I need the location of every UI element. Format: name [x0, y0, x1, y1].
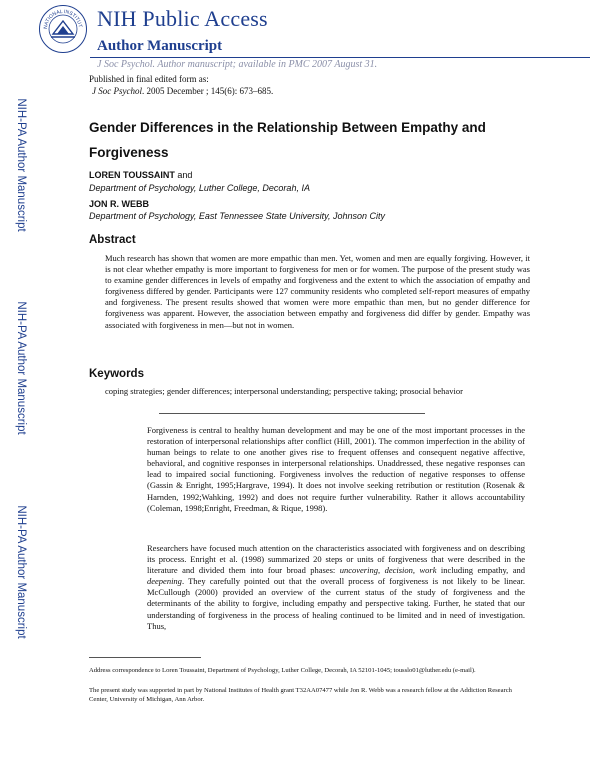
abstract-text: Much research has shown that women are more empathic than men. Yet, women and men are equally forgiving. However, it is not clear whether empathy is more important to forgiveness for men or for women. The purpose of the present study was to examine gender differences in levels of empathy and forgiveness and the extent to which the association of empathy and forgiveness differed by gender. Participants were 127 community residents who completed self-report measures of empathy and forgiveness. The present results showed that women were more empathic than men, but no gender difference for forgiveness was apparent. However, the association between empathy and forgiveness did differ by gender. Empathy was associated with forgiveness in men—but not in women. — [105, 253, 530, 330]
keywords-heading: Keywords — [89, 368, 144, 380]
footnote-correspondence: Address correspondence to Loren Toussaint, Department of Psychology, Luther College, Decorah, IA 52101-1045; tousslo01@luther.edu (e-mail). — [89, 667, 476, 674]
header-divider — [90, 57, 590, 58]
sidebar-label: NIH-PA Author Manuscript — [15, 301, 27, 435]
author-2-name: JON R. WEBB — [89, 199, 150, 209]
svg-text:NATIONAL INSTITUTES OF HEALTH: NATIONAL INSTITUT — [42, 8, 83, 30]
nih-public-access-title: NIH Public Access — [97, 6, 268, 31]
body-text: including empathy, and — [436, 565, 526, 576]
phase-deepening: deepening — [147, 576, 182, 587]
author-and: and — [174, 170, 193, 180]
author-manuscript-label: Author Manuscript — [97, 38, 223, 54]
keywords-text: coping strategies; gender differences; interpersonal understanding; perspective taking; prosocial behavior — [105, 386, 463, 396]
sidebar-label: NIH-PA Author Manuscript — [15, 505, 27, 639]
body-paragraph-2 — [147, 543, 525, 632]
author-1 — [89, 170, 192, 180]
sidebar-label: NIH-PA Author Manuscript — [15, 98, 27, 232]
article-title: Gender Differences in the Relationship Between Empathy and Forgiveness — [89, 120, 486, 160]
affiliation-2: Department of Psychology, East Tennessee State University, Johnson City — [89, 211, 385, 221]
sidebar-watermark-3 — [10, 487, 32, 657]
availability-citation: J Soc Psychol. Author manuscript; available in PMC 2007 August 31. — [97, 59, 378, 70]
phase-uncovering: uncovering — [339, 565, 378, 576]
journal-details: . 2005 December ; 145(6): 673–685. — [141, 86, 274, 96]
published-note: Published in final edited form as: — [89, 74, 209, 84]
body-text: , — [412, 565, 420, 576]
body-text: Researchers have focused much attention on the characteristics associated with forgiveness and on describing its process. Enright et al. (1998) summarized 20 steps or units of forgiveness that were described in the literature and divided them into four broad phases: — [147, 543, 525, 576]
affiliation-1: Department of Psychology, Luther College, Decorah, IA — [89, 183, 310, 193]
author-2 — [89, 199, 149, 209]
body-text: . They carefully pointed out that the overall process of forgiveness is not likely to be linear. McCullough (2000) provided an overview of the current status of the study of forgiveness and the determinants of the ability to forgive, including empathy and perspective taking. Further, he stated that our understanding of forgiveness in the process of healing continued to be limited and in need of investigation. Thus, — [147, 576, 525, 631]
journal-name: J Soc Psychol — [92, 86, 142, 96]
section-divider — [159, 413, 425, 414]
nih-seal-logo — [38, 4, 88, 54]
abstract-heading: Abstract — [89, 234, 136, 246]
phase-work: work — [419, 565, 437, 576]
footnote-divider — [89, 657, 201, 658]
body-paragraph-1: Forgiveness is central to healthy human development and may be one of the most important processes in the restoration of interpersonal relationships after conflict (Hill, 2001). The common imperfection in the ability of human beings to relate to one another gives rise to frequent offenses and consequent negative affective, behavioral, and cognitive responses in interpersonal relationships. Unaddressed, these negative responses can lead to impaired social functioning. Forgiveness involves the reduction of negative responses to offense (Gassin & Enright, 1995;Hargrave, 1994). It does not involve seeking retribution or restitution (Rosenak & Harnden, 1992;Wahking, 1992) and does not require further vulnerability. Rather it allows accountability (Coleman, 1998;Enright, Freedman, & Rique, 1998). — [147, 425, 525, 513]
journal-reference — [92, 86, 273, 96]
author-1-name: LOREN TOUSSAINT — [89, 170, 175, 180]
body-text: , — [377, 565, 385, 576]
phase-decision: decision — [384, 565, 413, 576]
sidebar-watermark-2 — [10, 283, 32, 453]
sidebar-watermark-1 — [10, 80, 32, 250]
footnote-funding: The present study was supported in part by National Institutes of Health grant T32AA07477 while Jon R. Webb was a research fellow at the Addiction Research Center, University of Michigan, Ann Arbor. — [89, 687, 512, 703]
